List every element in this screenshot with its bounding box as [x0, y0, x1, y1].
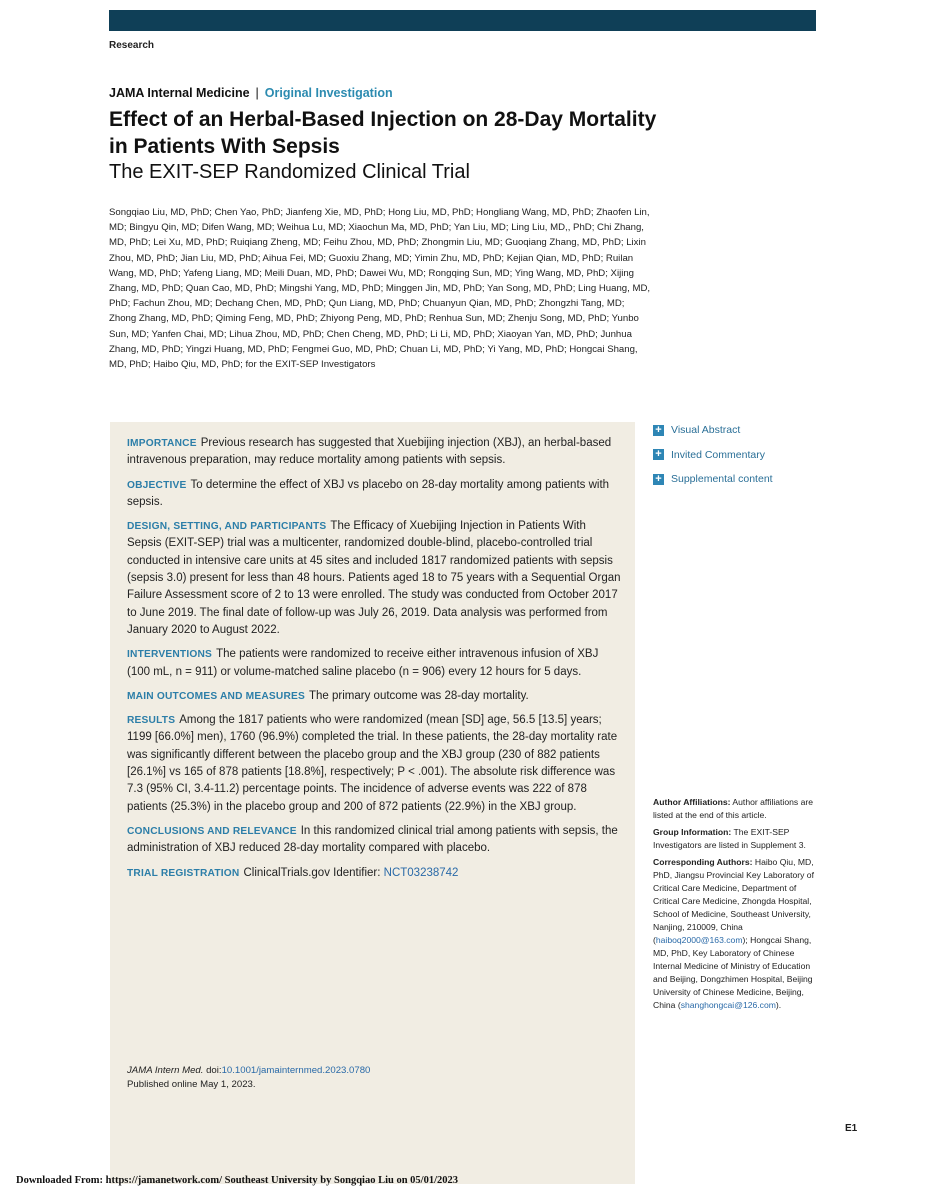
article-title: Effect of an Herbal-Based Injection on 28-Day Mortality in Patients With Sepsis — [109, 108, 657, 158]
plus-icon: + — [653, 449, 664, 460]
abstract-importance — [127, 435, 621, 470]
section-label: Research — [109, 40, 155, 51]
affil-text: The EXIT-SEP Investigators are listed in Supplement 3. — [653, 827, 806, 850]
section-text: Among the 1817 patients who were randomized (mean [SD] age, 56.5 [13.5] years; 1199 [66.0%] men), 1760 (96.9%) completed the trial. In these patients, the 28-day mortality rate was significantly different between the placebo group and the XBJ group (230 of 882 patients [26.1%] vs 165 of 878 patients [18.8%], respectively; P < .001). The absolute risk difference was 7.3 (95% CI, 3.4-11.2) percentage points. The incidence of adverse events was 222 of 878 patients (25.3%) in the placebo group and 200 of 872 patients (22.9%) in the XBJ group. — [127, 714, 618, 813]
page-number: E1 — [845, 1123, 858, 1134]
abstract-conclusions — [127, 823, 621, 858]
published-date: Published online May 1, 2023. — [127, 1078, 256, 1090]
abstract-box — [110, 422, 635, 1184]
affil-heading: Group Information: — [653, 827, 732, 837]
section-heading: OBJECTIVE — [127, 479, 187, 491]
registration-link[interactable]: NCT03238742 — [383, 866, 459, 879]
section-heading: MAIN OUTCOMES AND MEASURES — [127, 690, 306, 702]
abstract-outcomes — [127, 688, 621, 705]
affil-text: ); Hongcai Shang, MD, PhD, Key Laboratory of Chinese Internal Medicine of Ministry of Education and Beijing, Dongzhimen Hospital, Beijing University of Chinese Medicine, Beijing, China ( — [653, 935, 813, 1010]
section-heading: RESULTS — [127, 715, 176, 727]
section-heading: IMPORTANCE — [127, 438, 197, 449]
download-footer: Downloaded From: https://jamanetwork.com/ Southeast University by Songqiao Liu on 05/01/2023 — [16, 1175, 459, 1186]
section-heading: TRIAL REGISTRATION — [127, 867, 240, 879]
author-affiliations — [653, 796, 819, 822]
invited-commentary-link[interactable] — [653, 443, 773, 468]
email-link[interactable]: shanghongcai@126.com — [680, 1000, 776, 1010]
journal-separator: | — [255, 86, 259, 100]
affil-text: Haibo Qiu, MD, PhD, Jiangsu Provincial Key Laboratory of Critical Care Medicine, Department of Critical Care Medicine, Zhongda Hospital, School of Medicine, Southeast University, Nanjing, 210009, China ( — [653, 857, 814, 945]
section-heading: DESIGN, SETTING, AND PARTICIPANTS — [127, 521, 327, 533]
journal-abbr: JAMA Intern Med. — [127, 1065, 204, 1076]
article-type[interactable]: Original Investigation — [264, 86, 393, 100]
author-list: Songqiao Liu, MD, PhD; Chen Yao, PhD; Jianfeng Xie, MD, PhD; Hong Liu, MD, PhD; Hongliang Wang, MD, PhD; Zhaofen Lin, MD; Bingyu Qin, MD; Difen Wang, MD; Weihua Lu, MD; Xiaochun Ma, MD, PhD; Yan Liu, MD; Ling Liu, MD,, PhD; Chi Zhang, MD, PhD; Lei Xu, MD, PhD; Ruiqiang Zheng, MD; Feihu Zhou, MD, PhD; Zhongmin Liu, MD; Guoqiang Zhang, MD, PhD; Lixin Zhou, MD, PhD; Jian Liu, MD, PhD; Aihua Fei, MD; Guoxiu Zhang, MD; Yimin Zhu, MD, PhD; Kejian Qian, MD, PhD; Ruilan Wang, MD, PhD; Yafeng Liang, MD; Meili Duan, MD, PhD; Dawei Wu, MD; Rongqing Sun, MD; Ying Wang, MD, PhD; Xijing Zhang, MD, PhD; Quan Cao, MD, PhD; Mingshi Yang, MD, PhD; Minggen Jin, MD, PhD; Yan Song, MD, PhD; Ling Huang, MD, PhD; Fachun Zhou, MD; Dechang Chen, MD, PhD; Qun Liang, MD, PhD; Chuanyun Qian, MD, PhD; Zhongzhi Tang, MD; Zhong Zhang, MD, PhD; Qiming Feng, MD, PhD; Zhiyong Peng, MD, PhD; Renhua Sun, MD; Zhenju Song, MD, PhD; Yunbo Sun, MD; Yanfen Chai, MD; Lihua Zhou, MD, PhD; Chen Cheng, MD, PhD; Li Li, MD, PhD; Xiaoyan Yan, MD, PhD; Junhua Zhang, MD, PhD; Yingzi Huang, MD, PhD; Fengmei Guo, MD, PhD; Chuan Li, MD, PhD; Yi Yang, MD, PhD; Hongcai Shang, MD, PhD; Haibo Qiu, MD, PhD; for the EXIT-SEP Investigators — [109, 207, 651, 371]
section-text: To determine the effect of XBJ vs placebo on 28-day mortality among patients with sepsis. — [127, 478, 610, 508]
abstract-objective — [127, 477, 621, 512]
section-heading: INTERVENTIONS — [127, 649, 213, 661]
header-bar — [109, 10, 816, 31]
abstract-interventions — [127, 646, 621, 681]
section-text: Previous research has suggested that Xuebijing injection (XBJ), an herbal-based intravenous preparation, may reduce mortality among patients with sepsis. — [127, 437, 612, 467]
section-text: The patients were randomized to receive either intravenous infusion of XBJ (100 mL, n = 911) or volume-matched saline placebo (n = 906) every 12 hours for 5 days. — [127, 648, 599, 678]
abstract-registration — [127, 865, 621, 882]
affil-text: Author affiliations are listed at the end of this article. — [653, 797, 813, 820]
doi-label: doi: — [206, 1065, 222, 1076]
abstract-results — [127, 712, 621, 816]
email-link[interactable]: haiboq2000@163.com — [655, 935, 743, 945]
side-links — [653, 418, 773, 492]
supplemental-content-link[interactable] — [653, 467, 773, 492]
affiliations-column — [653, 796, 819, 1016]
section-text: ClinicalTrials.gov Identifier: — [243, 866, 381, 879]
section-text: In this randomized clinical trial among patients with sepsis, the administration of XBJ reduced 28-day mortality compared with placebo. — [127, 824, 618, 855]
affil-heading: Corresponding Authors: — [653, 857, 753, 867]
affil-heading: Author Affiliations: — [653, 797, 731, 807]
side-link-label: Invited Commentary — [671, 448, 765, 461]
section-text: The Efficacy of Xuebijing Injection in Patients With Sepsis (EXIT-SEP) trial was a multicenter, randomized double-blind, placebo-controlled trial conducted in intensive care units at 45 sites and included 1817 randomized patients with sepsis (sepsis 3.0) present for less than 48 hours. Patients aged 18 to 75 years with a Sequential Organ Failure Assessment score of 2 to 13 were enrolled. The study was conducted from October 2017 to June 2019. The final date of follow-up was July 26, 2019. Data analysis was performed from January 2020 to August 2022. — [127, 520, 621, 636]
citation — [127, 1064, 370, 1091]
corresponding-authors — [653, 856, 819, 1012]
section-heading: CONCLUSIONS AND RELEVANCE — [127, 825, 297, 837]
side-link-label: Supplemental content — [671, 473, 773, 486]
plus-icon: + — [653, 425, 664, 436]
doi-link[interactable]: 10.1001/jamainternmed.2023.0780 — [221, 1065, 371, 1076]
article-subtitle: The EXIT-SEP Randomized Clinical Trial — [109, 161, 470, 183]
abstract-design — [127, 518, 621, 639]
plus-icon: + — [653, 474, 664, 485]
visual-abstract-link[interactable] — [653, 418, 773, 443]
journal-name: JAMA Internal Medicine — [109, 86, 250, 100]
affil-text: ). — [775, 1000, 782, 1010]
side-link-label: Visual Abstract — [671, 424, 741, 437]
journal-line — [109, 86, 393, 100]
group-information — [653, 826, 819, 852]
section-text: The primary outcome was 28-day mortality. — [309, 689, 529, 702]
